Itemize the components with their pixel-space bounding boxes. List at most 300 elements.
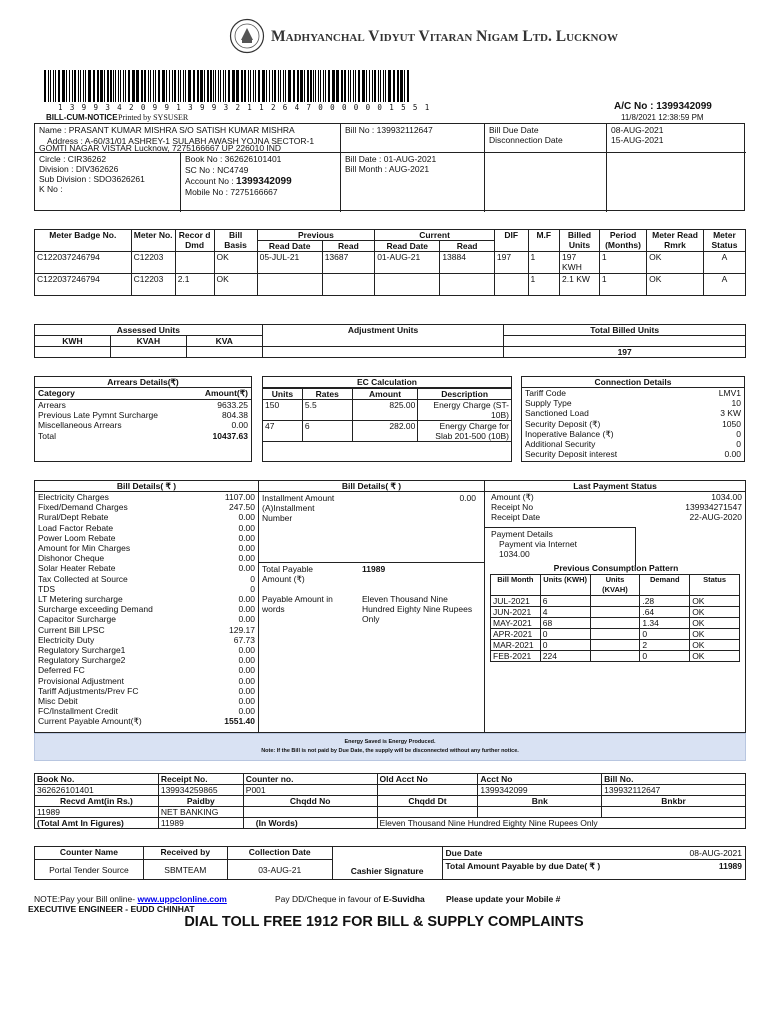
payment-value: 22-AUG-2020 (689, 512, 742, 523)
barcode-bar (400, 70, 403, 102)
toll-free: DIAL TOLL FREE 1912 FOR BILL & SUPPLY COMPLAINTS (184, 914, 584, 930)
h-mf: M.F (528, 230, 560, 252)
barcode-bar (141, 70, 143, 102)
bill-date: Bill Date : 01-AUG-2021 (345, 154, 437, 164)
cell: OK (690, 607, 740, 618)
cell: A (703, 274, 745, 296)
barcode-bar (393, 70, 395, 102)
cell: 13687 (322, 252, 375, 274)
notice-title: BILL-CUM-NOTICE (46, 113, 118, 122)
connection-value: 1050 (722, 418, 741, 429)
ec-title: EC Calculation (263, 377, 511, 388)
barcode-bar (353, 70, 354, 102)
adjustment-units: Adjustment Units (262, 325, 504, 347)
payment-label: Receipt Date (491, 512, 541, 523)
cell: OK (690, 640, 740, 651)
rc-receipt-h: Receipt No. (158, 774, 243, 785)
favour-name: E-Suvidha (383, 894, 425, 904)
printed-on: 11/8/2021 12:38:59 PM (621, 113, 704, 122)
h-previous: Previous (257, 230, 375, 241)
barcode-bar (218, 70, 219, 102)
consumer-name: Name : PRASANT KUMAR MISHRA S/O SATISH KUMAR MISHRA (39, 125, 295, 135)
barcode-bar (328, 70, 330, 102)
a-installment: (A)Installment Number (262, 503, 315, 523)
connection-row (525, 388, 741, 398)
barcode (44, 70, 410, 102)
disc-value: 15-AUG-2021 (611, 135, 664, 145)
bill-item-value: 0.00 (238, 685, 255, 696)
account-no (185, 176, 336, 187)
bill-item-row (38, 523, 255, 533)
barcode-bar (293, 70, 295, 102)
rc-acct-h: Acct No (478, 774, 602, 785)
barcode-bar (280, 70, 281, 102)
bill-item-row (38, 665, 255, 675)
circle: Circle : CIR36262 (39, 154, 107, 164)
bill-item-label: Capacitor Surcharge (38, 614, 116, 625)
h-basis: Bill Basis (214, 230, 257, 252)
barcode-bar (300, 70, 303, 102)
cell: C12203 (131, 274, 175, 296)
table-row (491, 651, 740, 662)
barcode-bar (341, 70, 343, 102)
barcode-bar (250, 70, 251, 102)
cell: 1 (599, 252, 646, 274)
current-payable-label: Current Payable Amount(₹) (38, 716, 142, 727)
arrears-label: Miscellaneous Arrears (38, 420, 122, 431)
cell (590, 607, 640, 618)
barcode-bar (58, 70, 60, 102)
barcode-bar (241, 70, 243, 102)
bill-item-label: Load Factor Rebate (38, 522, 114, 533)
table-row (491, 596, 740, 607)
barcode-bar (128, 70, 130, 102)
cell: 197 (494, 252, 528, 274)
table-row (35, 274, 746, 296)
rc-book-v: 362626101401 (35, 785, 159, 796)
bill-item-label: Solar Heater Rebate (38, 563, 116, 574)
total-billed-units: Total Billed Units (504, 325, 746, 336)
barcode-bar (193, 70, 195, 102)
cell (590, 629, 640, 640)
h-billed: Billed Units (560, 230, 600, 252)
cell: 1 (528, 274, 560, 296)
barcode-bar (262, 70, 265, 102)
connection-value: 0 (736, 439, 741, 450)
bill-item-row (38, 655, 255, 665)
cell (590, 596, 640, 607)
barcode-bar (266, 70, 267, 102)
ct-total-row (446, 861, 743, 871)
h-period: Period (Months) (599, 230, 646, 252)
bill-item-row (38, 696, 255, 706)
barcode-bar (269, 70, 270, 102)
cell (440, 274, 495, 296)
bill-item-value: 0.00 (238, 645, 255, 656)
h-meter-no: Meter No. (131, 230, 175, 252)
cell: JUL-2021 (491, 596, 541, 607)
bill-item-label: Tariff Adjustments/Prev FC (38, 685, 139, 696)
barcode-bar (178, 70, 179, 102)
cell: 6 (540, 596, 590, 607)
cell: 0 (540, 629, 590, 640)
uppcl-link[interactable]: www.uppclonline.com (137, 894, 227, 904)
kva-value (186, 347, 262, 358)
barcode-bar (278, 70, 279, 102)
barcode-bar (162, 70, 165, 102)
cell: .64 (640, 607, 690, 618)
barcode-bar (320, 70, 321, 102)
bill-item-value: 0.00 (238, 655, 255, 666)
h-rmrk: Meter Read Rmrk (647, 230, 704, 252)
cell: MAY-2021 (491, 618, 541, 629)
connection-row (525, 439, 741, 449)
bill-item-row (38, 594, 255, 604)
connection-label: Tariff Code (525, 388, 566, 398)
barcode-bar (166, 70, 167, 102)
bill-date-cell (341, 153, 485, 212)
bill-item-value: 0.00 (238, 614, 255, 625)
connection-row (525, 398, 741, 408)
arrears-total-label: Total (38, 430, 56, 441)
cell: OK (690, 651, 740, 662)
connection-label: Additional Security (525, 439, 596, 450)
cell: 13884 (440, 252, 495, 274)
bill-item-value: 0.00 (238, 563, 255, 574)
cell: 825.00 (352, 400, 418, 421)
adjustment-value (262, 347, 504, 358)
connection-row (525, 429, 741, 439)
barcode-bar (236, 70, 239, 102)
payment-row (491, 492, 742, 502)
cell (322, 274, 375, 296)
cell: 197 KWH (560, 252, 600, 274)
barcode-bar (228, 70, 230, 102)
division: Division : DIV362626 (39, 164, 119, 174)
barcode-bar (72, 70, 73, 102)
h-cur-read: Read (440, 241, 495, 252)
bill-item-value: 0.00 (238, 665, 255, 676)
barcode-bar (88, 70, 91, 102)
arrears-head (35, 388, 251, 400)
barcode-bar (344, 70, 346, 102)
barcode-bar (374, 70, 376, 102)
arrears-label: Previous Late Pymnt Surcharge (38, 410, 159, 421)
bill-item-value: 0.00 (238, 553, 255, 564)
barcode-bar (62, 70, 65, 102)
cell: 150 (263, 400, 303, 421)
total-payable-label: Total Payable Amount (₹) (262, 564, 314, 584)
last-payment-title: Last Payment Status (485, 481, 745, 492)
barcode-bar (53, 70, 54, 102)
bill-details-list (35, 492, 258, 716)
barcode-bar (336, 70, 339, 102)
ct-due (442, 847, 746, 860)
connection-value: 3 KW (720, 408, 741, 419)
table-row (263, 421, 512, 442)
connection-list (522, 388, 744, 459)
bill-item-label: Misc Debit (38, 696, 78, 707)
barcode-bar (197, 70, 199, 102)
cell: 6 (302, 421, 352, 442)
barcode-bar (283, 70, 284, 102)
barcode-bar (210, 70, 212, 102)
rc-words-label: (In Words) (243, 818, 377, 829)
installment-value: 0.00 (459, 493, 476, 503)
consumer-box (34, 123, 745, 211)
cell: 0 (640, 629, 690, 640)
bill-item-row (38, 625, 255, 635)
barcode-bar (383, 70, 384, 102)
barcode-bar (80, 70, 81, 102)
connection-box (521, 376, 745, 462)
bill-item-row (38, 645, 255, 655)
cell: FEB-2021 (491, 651, 541, 662)
divider (635, 527, 636, 567)
rc-chqdt-h: Chqdd Dt (377, 796, 478, 807)
bill-item-label: TDS (38, 583, 55, 594)
bill-item-value: 0.00 (238, 512, 255, 523)
table-row (491, 640, 740, 651)
barcode-bar (132, 70, 135, 102)
barcode-bar (310, 70, 312, 102)
barcode-bar (136, 70, 139, 102)
account-value: 1399342099 (236, 176, 292, 187)
bill-item-row (38, 676, 255, 686)
ct-due-value: 08-AUG-2021 (689, 848, 742, 858)
connection-value: 0 (736, 428, 741, 439)
ec-box (262, 376, 512, 462)
barcode-bar (223, 70, 224, 102)
bill-item-label: Current Bill LPSC (38, 624, 105, 635)
barcode-bar (348, 70, 349, 102)
rc-acct-v: 1399342099 (478, 785, 602, 796)
barcode-bar (350, 70, 351, 102)
barcode-bar (50, 70, 51, 102)
account-label: Account No : (185, 176, 234, 186)
rc-chqdd-v (243, 807, 377, 818)
h-cur-date: Read Date (375, 241, 440, 252)
bill-item-label: Rural/Dept Rebate (38, 512, 109, 523)
connection-title: Connection Details (522, 377, 744, 388)
bill-item-value: 67.73 (233, 634, 255, 645)
connection-row (525, 419, 741, 429)
arrears-list (35, 400, 251, 431)
barcode-bar (78, 70, 79, 102)
bill-item-label: Power Loom Rebate (38, 532, 116, 543)
empty-cell (485, 153, 607, 212)
connection-row (525, 408, 741, 418)
due-value: 08-AUG-2021 (611, 125, 664, 135)
barcode-bar (404, 70, 405, 102)
barcode-bar (397, 70, 399, 102)
cell: 2.1 KW (560, 274, 600, 296)
words-label: Payable Amount in words (262, 594, 333, 614)
connection-label: Supply Type (525, 398, 572, 409)
bill-item-row (38, 706, 255, 716)
payment-details-label: Payment Details (491, 529, 553, 539)
ec-col-desc: Description (418, 389, 512, 400)
connection-label: Security Deposit interest (525, 449, 618, 460)
barcode-bar (183, 70, 184, 102)
due-values (607, 124, 746, 153)
table-row (263, 400, 512, 421)
arrears-row (38, 420, 248, 430)
ct-name-h: Counter Name (35, 847, 144, 860)
barcode-bar (272, 70, 273, 102)
cell: Energy Charge for Slab 201-500 (10B) (418, 421, 512, 442)
barcode-bar (323, 70, 324, 102)
payment-label: Receipt No (491, 502, 534, 513)
barcode-bar (285, 70, 286, 102)
barcode-bar (93, 70, 95, 102)
barcode-bar (100, 70, 103, 102)
ct-coll-v: 03-AUG-21 (227, 860, 332, 880)
bill-item-row (38, 543, 255, 553)
cell: JUN-2021 (491, 607, 541, 618)
cell: 68 (540, 618, 590, 629)
kva-label: KVA (186, 336, 262, 347)
ac-value: 1399342099 (656, 101, 712, 112)
total-units-spacer (504, 336, 746, 347)
ct-recv-v: SBMTEAM (143, 860, 227, 880)
bill-item-row (38, 686, 255, 696)
ch-status: Status (690, 575, 740, 596)
ec-table (262, 388, 512, 442)
ch-kwh: Units (KWH) (540, 575, 590, 596)
barcode-bar (148, 70, 149, 102)
sc-no: SC No : NC4749 (185, 165, 249, 175)
cell (257, 274, 322, 296)
cashier-signature: Cashier Signature (332, 847, 442, 880)
payment-value: 139934271547 (685, 502, 742, 513)
bill-item-value: 0.00 (238, 522, 255, 533)
cell: 1 (528, 252, 560, 274)
cell: OK (690, 629, 740, 640)
bill-item-label: Provisional Adjustment (38, 675, 124, 686)
cell (494, 274, 528, 296)
cell: 47 (263, 421, 303, 442)
words-value: Eleven Thousand Nine Hundred Eighty Nine Rupees Only (362, 594, 473, 624)
connection-label: Security Deposit (₹) (525, 418, 601, 429)
barcode-bar (185, 70, 186, 102)
barcode-bar (215, 70, 216, 102)
cell: 224 (540, 651, 590, 662)
barcode-bar (372, 70, 373, 102)
rc-words-value: Eleven Thousand Nine Hundred Eighty Nine Rupees Only (377, 818, 745, 829)
ct-name-v: Portal Tender Source (35, 860, 144, 880)
arrears-col-amt: Amount(₹) (204, 388, 248, 398)
h-prev-read: Read (322, 241, 375, 252)
barcode-bar (97, 70, 99, 102)
ch-kvah: Units (KVAH) (590, 575, 640, 596)
pay-favour: Pay DD/Cheque in favour of (275, 894, 384, 904)
bill-item-value: 0.00 (238, 706, 255, 717)
barcode-bar (385, 70, 386, 102)
cell: 5.5 (302, 400, 352, 421)
barcode-bar (69, 70, 70, 102)
payment-value: 1034.00 (711, 492, 742, 502)
arrears-row (38, 410, 248, 420)
rc-recvd-v: 11989 (35, 807, 159, 818)
connection-label: Inoperative Balance (₹) (525, 428, 614, 439)
bill-no: Bill No : 139932112647 (341, 124, 485, 153)
table-row (35, 252, 746, 274)
cell: 282.00 (352, 421, 418, 442)
company-logo (229, 18, 265, 54)
disc-label: Disconnection Date (489, 135, 563, 145)
ec-col-amount: Amount (352, 389, 418, 400)
bill-item-label: Fixed/Demand Charges (38, 502, 128, 513)
bill-item-value: 0.00 (238, 594, 255, 605)
cell (175, 252, 214, 274)
barcode-bar (204, 70, 205, 102)
bill-details-box (34, 480, 259, 733)
rc-chqdt-v (377, 807, 478, 818)
update-mobile: Please update your Mobile # (446, 894, 561, 904)
bill-item-value: 0.00 (238, 532, 255, 543)
barcode-bar (150, 70, 151, 102)
barcode-bar (332, 70, 335, 102)
barcode-bar (288, 70, 291, 102)
barcode-bar (355, 70, 356, 102)
barcode-bar (158, 70, 160, 102)
cell: 4 (540, 607, 590, 618)
barcode-bar (407, 70, 409, 102)
barcode-bar (358, 70, 360, 102)
barcode-bar (55, 70, 56, 102)
band-line2: Note: If the Bill is not paid by Due Date, the supply will be disconnected without any further notice. (261, 748, 519, 754)
barcode-bar (362, 70, 365, 102)
barcode-bar (107, 70, 109, 102)
rc-bill-v: 139932112647 (602, 785, 746, 796)
footer-favour (275, 894, 425, 904)
barcode-bar (297, 70, 299, 102)
barcode-bar (258, 70, 260, 102)
table-row (491, 629, 740, 640)
book-cell (181, 153, 341, 212)
cell: OK (690, 596, 740, 607)
bill-item-value: 0.00 (238, 543, 255, 554)
cell: OK (690, 618, 740, 629)
due-labels (485, 124, 607, 153)
cell: C12203 (131, 252, 175, 274)
barcode-bar (123, 70, 124, 102)
executive-engineer: EXECUTIVE ENGINEER - EUDD CHINHAT (28, 904, 195, 914)
barcode-bar (174, 70, 176, 102)
book-no: Book No : 362626101401 (185, 154, 282, 164)
rc-counter-h: Counter no. (243, 774, 377, 785)
bill-item-row (38, 584, 255, 594)
bill-item-value: 0 (250, 573, 255, 584)
rc-chqdd-h: Chqdd No (243, 796, 377, 807)
barcode-bar (248, 70, 249, 102)
rc-paidby-v: NET BANKING (158, 807, 243, 818)
barcode-bar (44, 70, 46, 102)
kwh-value (35, 347, 111, 358)
barcode-bar (378, 70, 379, 102)
arrears-total-value: 10437.63 (212, 430, 248, 441)
cell: C122037246794 (35, 252, 132, 274)
bill-item-row (38, 574, 255, 584)
counter-table (34, 846, 746, 880)
bill-item-label: Deferred FC (38, 665, 85, 676)
barcode-bar (74, 70, 76, 102)
sub-division: Sub Division : SDO3626261 (39, 174, 145, 184)
assessed-units: Assessed Units (35, 325, 263, 336)
bill-item-label: Electricity Charges (38, 492, 109, 502)
h-dif: DIF (494, 230, 528, 252)
